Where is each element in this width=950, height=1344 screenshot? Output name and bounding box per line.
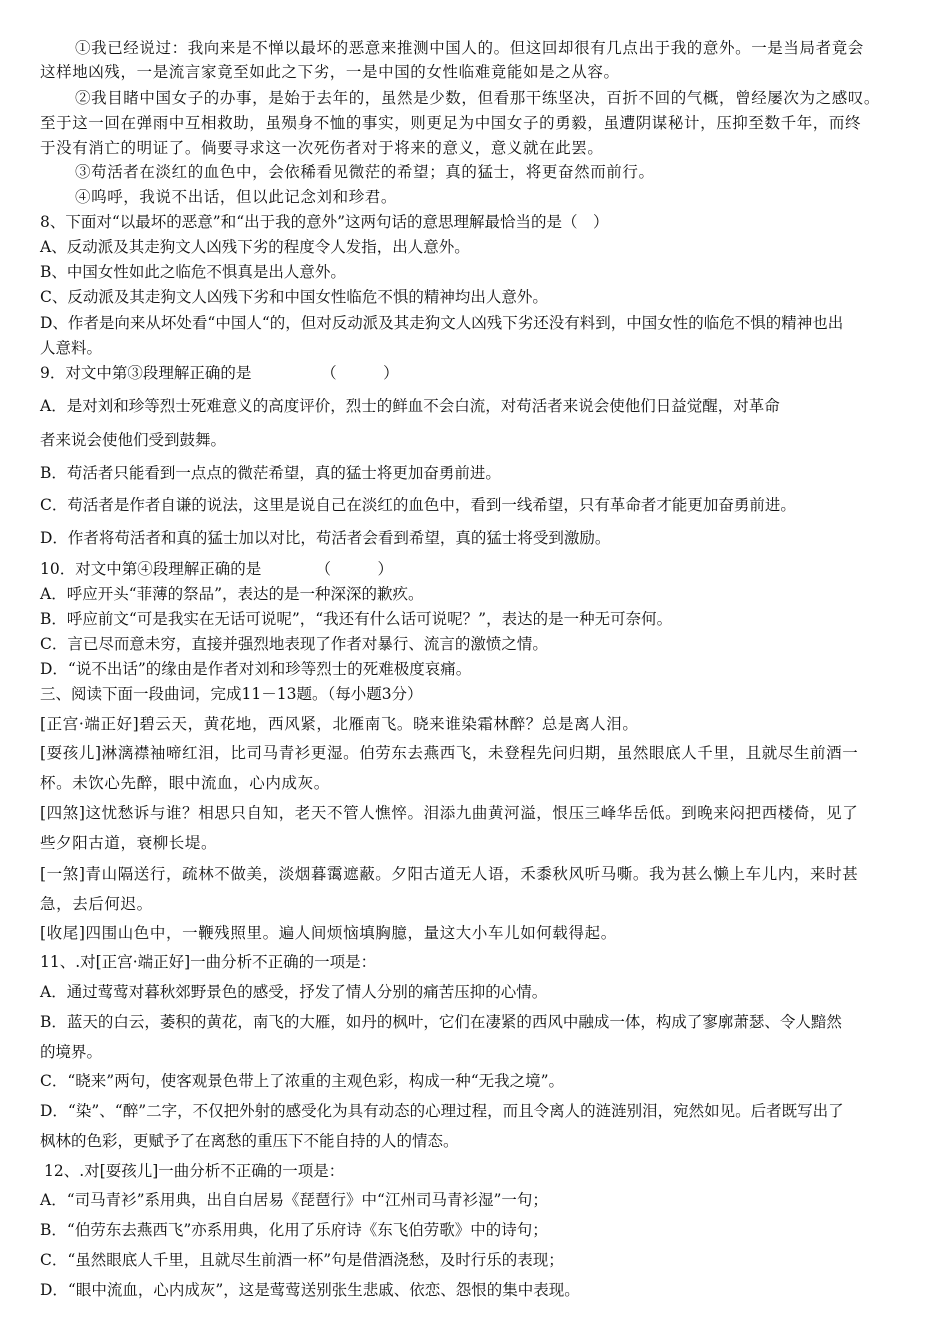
qu-shouwei: [收尾]四围山色中，一鞭残照里。遍人间烦恼填胸臆，量这大小车儿如何载得起。 (40, 924, 617, 942)
passage-para-4: ④呜呼，我说不出话，但以此记念刘和珍君。 (75, 188, 398, 206)
question-12-option-d: D．“眼中流血，心内成灰”，这是莺莺送别张生悲戚、依恋、怨恨的集中表现。 (40, 1281, 580, 1299)
question-8-option-a: A、反动派及其走狗文人凶残下劣的程度令人发指，出人意外。 (40, 238, 470, 256)
qu-sisha-line-2: 些夕阳古道，衰柳长堤。 (40, 834, 218, 852)
question-12-option-c: C．“虽然眼底人千里，且就尽生前酒一杯”句是借酒浇愁，及时行乐的表现； (40, 1251, 564, 1269)
question-9-option-a-line-2: 者来说会使他们受到鼓舞。 (40, 431, 227, 449)
question-12-option-b: B．“伯劳东去燕西飞”亦系用典，化用了乐府诗《东飞伯劳歌》中的诗句； (40, 1221, 548, 1239)
question-12-option-a: A．“司马青衫”系用典，出自白居易《琵琶行》中“江州司马青衫湿”一句； (40, 1191, 548, 1209)
qu-yisha-line-1: [一煞]青山隔送行，疏林不做美，淡烟暮霭遮蔽。夕阳古道无人语，禾黍秋风听马嘶。我为甚么懒上车儿内，来时甚 (40, 865, 859, 883)
question-11-option-d-line-1: D．“染”、“醉”二字，不仅把外射的感受化为具有动态的心理过程，而且令离人的涟涟别泪，宛然如见。后者既写出了 (40, 1102, 844, 1120)
question-10-option-b: B．呼应前文“可是我实在无话可说呢”，“我还有什么话可说呢？”，表达的是一种无可奈何。 (40, 610, 673, 628)
qu-shuahaier-line-1: [耍孩儿]淋漓襟袖啼红泪，比司马青衫更湿。伯劳东去燕西飞，未登程先问归期，虽然眼底人千里，且就尽生前酒一 (40, 744, 859, 762)
question-11-option-b-line-2: 的境界。 (40, 1043, 103, 1061)
question-9-stem: 9．对文中第③段理解正确的是 （ ） (40, 364, 399, 382)
question-8-option-c: C、反动派及其走狗文人凶残下劣和中国女性临危不惧的精神均出人意外。 (40, 288, 548, 306)
question-10-stem: 10．对文中第④段理解正确的是 （ ） (40, 560, 393, 578)
passage-para-2-line-2: 至于这一回在弹雨中互相救助，虽殒身不恤的事实，则更足为中国女子的勇毅，虽遭阴谋秘计，压抑至数千年，而终 (40, 114, 862, 132)
passage-para-2-line-1: ②我目睹中国女子的办事，是始于去年的，虽然是少数，但看那干练坚决，百折不回的气概，曾经屡次为之感叹。 (75, 89, 881, 107)
passage-para-1-line-1: ①我已经说过：我向来是不惮以最坏的恶意来推测中国人的。但这回却很有几点出于我的意外。一是当局者竟会 (75, 39, 864, 57)
question-11-option-b-line-1: B．蓝天的白云，萎积的黄花，南飞的大雁，如丹的枫叶，它们在凄紧的西风中融成一体，构成了寥廓萧瑟、令人黯然 (40, 1013, 842, 1031)
question-9-option-c: C．苟活者是作者自谦的说法，这里是说自己在淡红的血色中，看到一线希望，只有革命者才能更加奋勇前进。 (40, 496, 796, 514)
question-11-option-a: A．通过莺莺对暮秋郊野景色的感受，抒发了情人分别的痛苦压抑的心情。 (40, 983, 548, 1001)
passage-para-3: ③苟活者在淡红的血色中，会依稀看见微茫的希望；真的猛士，将更奋然而前行。 (75, 163, 655, 181)
passage-para-1-line-2: 这样地凶残，一是流言家竟至如此之下劣，一是中国的女性临难竟能如是之从容。 (40, 63, 620, 81)
question-9-option-b: B．苟活者只能看到一点点的微茫希望，真的猛士将更加奋勇前进。 (40, 464, 501, 482)
question-10-option-c: C．言已尽而意未穷，直接并强烈地表现了作者对暴行、流言的激愤之情。 (40, 635, 548, 653)
question-8-option-b: B、中国女性如此之临危不惧真是出人意外。 (40, 263, 346, 281)
section-3-heading: 三、阅读下面一段曲词，完成11－13题。（每小题3分） (40, 685, 423, 703)
question-11-option-d-line-2: 枫林的色彩，更赋予了在离愁的重压下不能自持的人的情态。 (40, 1132, 459, 1150)
qu-yisha-line-2: 急，去后何迟。 (40, 895, 153, 913)
question-9-option-d: D．作者将苟活者和真的猛士加以对比，苟活者会看到希望，真的猛士将受到激励。 (40, 529, 611, 547)
qu-shuahaier-line-2: 杯。未饮心先醉，眼中流血，心内成灰。 (40, 774, 330, 792)
question-9-option-a-line-1: A．是对刘和珍等烈士死难意义的高度评价，烈士的鲜血不会白流，对苟活者来说会使他们日益觉醒，对革命 (40, 397, 780, 415)
question-8-option-d-line-1: D、作者是向来从坏处看“中国人“的，但对反动派及其走狗文人凶残下劣还没有料到，中国女性的临危不惧的精神也出 (40, 314, 844, 332)
question-12-stem: 12、.对[耍孩儿]一曲分析不正确的一项是： (44, 1162, 345, 1180)
question-10-option-d: D．“说不出话”的缘由是作者对刘和珍等烈士的死难极度哀痛。 (40, 660, 472, 678)
question-8-option-d-line-2: 人意料。 (40, 339, 103, 357)
qu-zhenggong-duanzhenghao: [正宫·端正好]碧云天，黄花地，西风紧，北雁南飞。晓来谁染霜林醉？总是离人泪。 (40, 715, 639, 733)
question-11-option-c: C．“晓来”两句，使客观景色带上了浓重的主观色彩，构成一种“无我之境”。 (40, 1072, 565, 1090)
question-11-stem: 11、.对[正宫·端正好]一曲分析不正确的一项是： (40, 953, 377, 971)
question-10-option-a: A．呼应开头“菲薄的祭品”，表达的是一种深深的歉疚。 (40, 585, 424, 603)
qu-sisha-line-1: [四煞]这忧愁诉与谁？相思只自知，老天不管人憔悴。泪添九曲黄河溢，恨压三峰华岳低。到晚来闷把西楼倚，见了 (40, 804, 859, 822)
question-8-stem: 8、下面对“以最坏的恶意”和“出于我的意外”这两句话的意思理解最恰当的是（ ） (40, 213, 609, 231)
passage-para-2-line-3: 于没有消亡的明证了。倘要寻求这一次死伤者对于将来的意义，意义就在此罢。 (40, 139, 604, 157)
